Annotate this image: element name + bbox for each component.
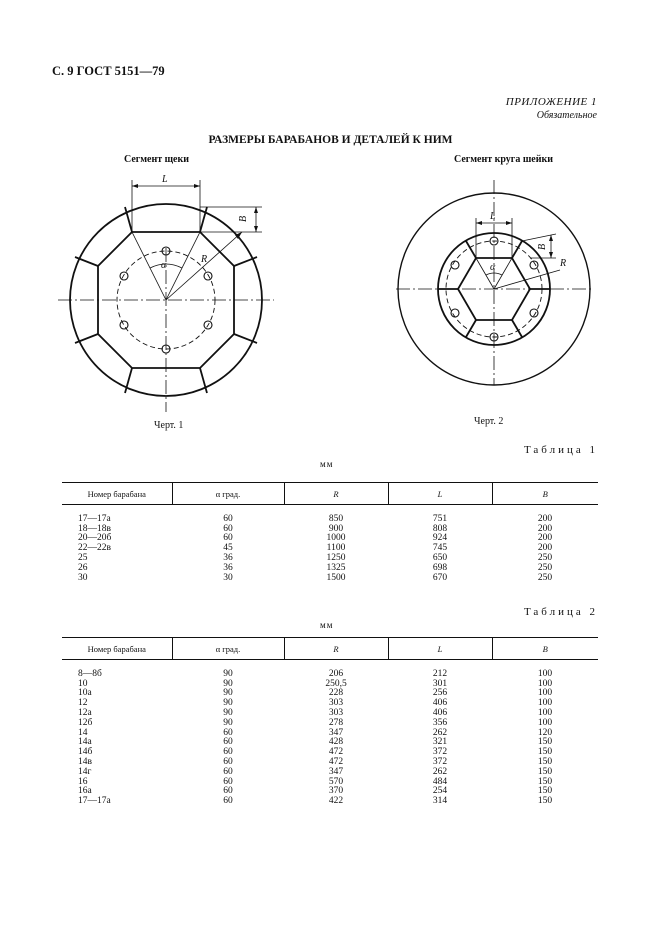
table-cell: 356 bbox=[432, 717, 448, 728]
table-cell: 14в bbox=[78, 756, 92, 767]
table-cell: 14а bbox=[78, 737, 92, 748]
table-cell: 303 bbox=[328, 698, 344, 709]
table-cell: 370 bbox=[328, 786, 344, 797]
table-cell: 250 bbox=[537, 552, 553, 563]
table-cell: 150 bbox=[537, 766, 553, 777]
table1-col-header: α град. bbox=[172, 483, 284, 505]
table-cell: 406 bbox=[432, 707, 448, 718]
table-cell: 212 bbox=[432, 668, 448, 679]
table2-title: Таблица 2 bbox=[523, 606, 598, 618]
table1-header-row bbox=[62, 483, 598, 505]
table-cell: 30 bbox=[223, 572, 233, 583]
table1-col-header: Номер барабана bbox=[62, 483, 172, 505]
fig2-label-R: R bbox=[560, 258, 567, 269]
table-cell: 90 bbox=[223, 717, 233, 728]
table-cell: 22—22в bbox=[78, 543, 111, 554]
fig1-title: Сегмент щеки bbox=[124, 154, 190, 165]
table1-unit: мм bbox=[320, 459, 334, 469]
table-cell: 200 bbox=[537, 513, 553, 524]
table-cell: 36 bbox=[223, 552, 233, 563]
table-cell: 90 bbox=[223, 688, 233, 699]
table-cell: 250 bbox=[537, 572, 553, 583]
table-cell: 150 bbox=[537, 796, 553, 807]
table-cell: 25 bbox=[78, 552, 88, 563]
table-cell: 228 bbox=[328, 688, 344, 699]
table-cell: 12б bbox=[78, 717, 93, 728]
table-cell: 17—17а bbox=[78, 796, 111, 807]
table-cell: 484 bbox=[432, 776, 448, 787]
fig2-caption: Черт. 2 bbox=[474, 416, 504, 427]
table-cell: 20—20б bbox=[78, 533, 112, 544]
table-cell: 303 bbox=[328, 707, 344, 718]
table-cell: 347 bbox=[328, 766, 344, 777]
table-cell: 10 bbox=[78, 678, 88, 689]
appendix-title: ПРИЛОЖЕНИЕ 1 bbox=[505, 96, 597, 108]
table-cell: 206 bbox=[328, 668, 344, 679]
fig1-label-L: L bbox=[162, 174, 168, 185]
table2-col-header: B bbox=[492, 638, 598, 660]
table-cell: 60 bbox=[223, 786, 233, 797]
table1-col-header: L bbox=[388, 483, 492, 505]
table-cell: 12 bbox=[78, 698, 88, 709]
table-cell: 100 bbox=[537, 688, 553, 699]
table-cell: 314 bbox=[432, 796, 448, 807]
table-cell: 570 bbox=[328, 776, 344, 787]
table-cell: 200 bbox=[537, 533, 553, 544]
table-cell: 14б bbox=[78, 747, 93, 758]
fig1-caption: Черт. 1 bbox=[154, 420, 184, 431]
fig1-label-R: R bbox=[201, 254, 208, 265]
table-cell: 745 bbox=[432, 543, 448, 554]
table-cell: 250 bbox=[537, 562, 553, 573]
table-cell: 14г bbox=[78, 766, 92, 777]
appendix-status: Обязательное bbox=[536, 110, 597, 121]
table-cell: 150 bbox=[537, 786, 553, 797]
table-cell: 808 bbox=[432, 523, 448, 534]
fig2-label-alpha: α bbox=[490, 262, 496, 273]
table-cell: 751 bbox=[432, 513, 448, 524]
table-cell: 60 bbox=[223, 513, 233, 524]
table-cell: 1250 bbox=[326, 552, 346, 563]
fig2-label-L: L bbox=[490, 211, 496, 222]
table-cell: 372 bbox=[432, 756, 448, 767]
table-cell: 60 bbox=[223, 796, 233, 807]
table1 bbox=[62, 482, 598, 583]
table-cell: 120 bbox=[537, 727, 553, 738]
table-cell: 698 bbox=[432, 562, 448, 573]
table-cell: 372 bbox=[432, 747, 448, 758]
table-cell: 100 bbox=[537, 678, 553, 689]
table-row bbox=[62, 797, 598, 807]
table-cell: 422 bbox=[328, 796, 344, 807]
table-cell: 1100 bbox=[326, 543, 346, 554]
table2-header-row bbox=[62, 638, 598, 660]
table-cell: 900 bbox=[328, 523, 344, 534]
table-cell: 26 bbox=[78, 562, 88, 573]
table-cell: 1000 bbox=[326, 533, 346, 544]
table-cell: 150 bbox=[537, 756, 553, 767]
fig2-title: Сегмент круга шейки bbox=[454, 154, 554, 165]
table-cell: 1325 bbox=[326, 562, 346, 573]
table-cell: 406 bbox=[432, 698, 448, 709]
table-cell: 60 bbox=[223, 533, 233, 544]
table-cell: 60 bbox=[223, 727, 233, 738]
table2-unit: мм bbox=[320, 620, 334, 630]
table2 bbox=[62, 637, 598, 807]
fig2-dim-lines bbox=[476, 218, 560, 289]
fig2-label-B: B bbox=[537, 243, 548, 250]
table-cell: 100 bbox=[537, 717, 553, 728]
table-cell: 428 bbox=[328, 737, 344, 748]
table-cell: 472 bbox=[328, 747, 344, 758]
table-cell: 100 bbox=[537, 668, 553, 679]
table-cell: 30 bbox=[78, 572, 88, 583]
main-title: РАЗМЕРЫ БАРАБАНОВ И ДЕТАЛЕЙ К НИМ bbox=[208, 134, 453, 146]
table-row bbox=[62, 574, 598, 584]
table-cell: 45 bbox=[223, 543, 233, 554]
table-cell: 150 bbox=[537, 747, 553, 758]
table2-col-header: L bbox=[388, 638, 492, 660]
table1-col-header: R bbox=[284, 483, 388, 505]
table-cell: 16 bbox=[78, 776, 88, 787]
table-cell: 90 bbox=[223, 678, 233, 689]
table-cell: 60 bbox=[223, 523, 233, 534]
table-cell: 12а bbox=[78, 707, 92, 718]
table-cell: 250,5 bbox=[325, 678, 347, 689]
table-cell: 278 bbox=[328, 717, 344, 728]
table2-col-header: α град. bbox=[172, 638, 284, 660]
table-cell: 60 bbox=[223, 766, 233, 777]
table-cell: 36 bbox=[223, 562, 233, 573]
table-cell: 60 bbox=[223, 776, 233, 787]
table-cell: 472 bbox=[328, 756, 344, 767]
table-cell: 14 bbox=[78, 727, 88, 738]
table-cell: 60 bbox=[223, 756, 233, 767]
table-cell: 200 bbox=[537, 543, 553, 554]
table-cell: 90 bbox=[223, 707, 233, 718]
table-cell: 262 bbox=[432, 727, 448, 738]
table-cell: 150 bbox=[537, 776, 553, 787]
table-cell: 301 bbox=[432, 678, 448, 689]
table-cell: 262 bbox=[432, 766, 448, 777]
table-cell: 321 bbox=[432, 737, 448, 748]
table-cell: 18—18в bbox=[78, 523, 111, 534]
table-cell: 16а bbox=[78, 786, 92, 797]
table-cell: 10а bbox=[78, 688, 92, 699]
table2-col-header: R bbox=[284, 638, 388, 660]
table-cell: 200 bbox=[537, 523, 553, 534]
table-cell: 150 bbox=[537, 737, 553, 748]
table-cell: 60 bbox=[223, 737, 233, 748]
table-cell: 254 bbox=[432, 786, 448, 797]
table-cell: 90 bbox=[223, 698, 233, 709]
page-header: С. 9 ГОСТ 5151—79 bbox=[52, 64, 165, 78]
table-cell: 670 bbox=[432, 572, 448, 583]
table-cell: 100 bbox=[537, 698, 553, 709]
fig1-label-B: B bbox=[238, 215, 249, 222]
table-cell: 17—17а bbox=[78, 513, 111, 524]
table1-col-header: B bbox=[492, 483, 598, 505]
table1-title: Таблица 1 bbox=[523, 444, 598, 456]
table-cell: 650 bbox=[432, 552, 448, 563]
table-cell: 347 bbox=[328, 727, 344, 738]
table-cell: 100 bbox=[537, 707, 553, 718]
table-cell: 924 bbox=[432, 533, 448, 544]
table-cell: 1500 bbox=[326, 572, 346, 583]
table2-col-header: Номер барабана bbox=[62, 638, 172, 660]
table-cell: 8—8б bbox=[78, 668, 102, 679]
table-cell: 256 bbox=[432, 688, 448, 699]
table-cell: 850 bbox=[328, 513, 344, 524]
fig1-label-alpha: α bbox=[161, 260, 167, 271]
table-cell: 90 bbox=[223, 668, 233, 679]
table-cell: 60 bbox=[223, 747, 233, 758]
